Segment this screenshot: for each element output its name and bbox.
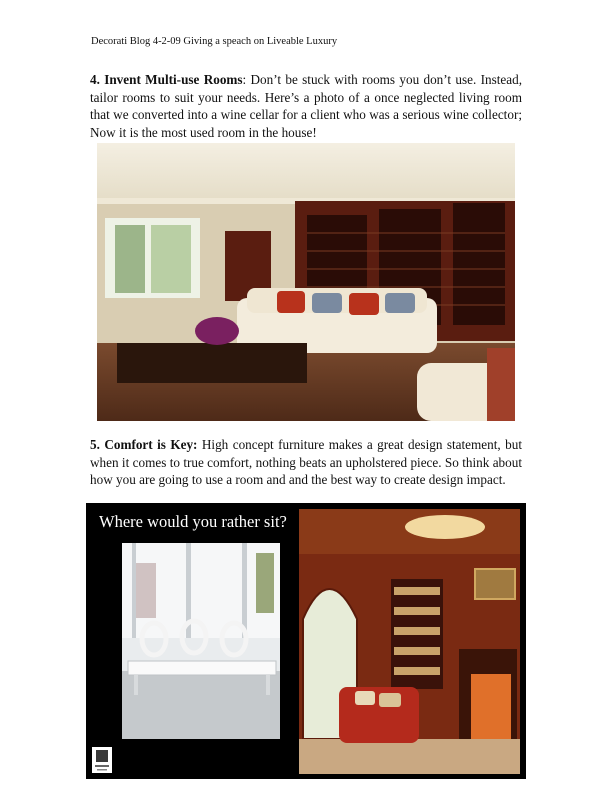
designer-logo-icon — [92, 747, 112, 773]
section-4-title: 4. Invent Multi-use Rooms — [90, 72, 243, 87]
comparison-caption: Where would you rather sit? — [99, 512, 287, 531]
section-4-paragraph — [90, 71, 522, 141]
wine-cellar-living-room-photo — [97, 143, 515, 421]
section-5-body: High concept furniture makes a great design statement, but when it comes to true comfort, nothing beats an upholstered piece. So think about how you are going to use a room and and the best way to create design impact. — [90, 437, 522, 488]
modern-bench-photo — [122, 543, 280, 739]
section-4-body: : Don’t be stuck with rooms you don’t use. Instead, tailor rooms to suit your needs. Here’s a photo of a once neglected living room that we converted into a wine cellar for a client who was a serious wine collector; Now it is the most used room in the house! — [90, 72, 522, 140]
section-5-title: 5. Comfort is Key: — [90, 437, 198, 452]
page-header: Decorati Blog 4-2-09 Giving a speach on Liveable Luxury — [91, 36, 338, 47]
cozy-library-photo — [299, 509, 520, 774]
section-5-paragraph — [90, 436, 522, 489]
comparison-panel — [86, 503, 526, 779]
